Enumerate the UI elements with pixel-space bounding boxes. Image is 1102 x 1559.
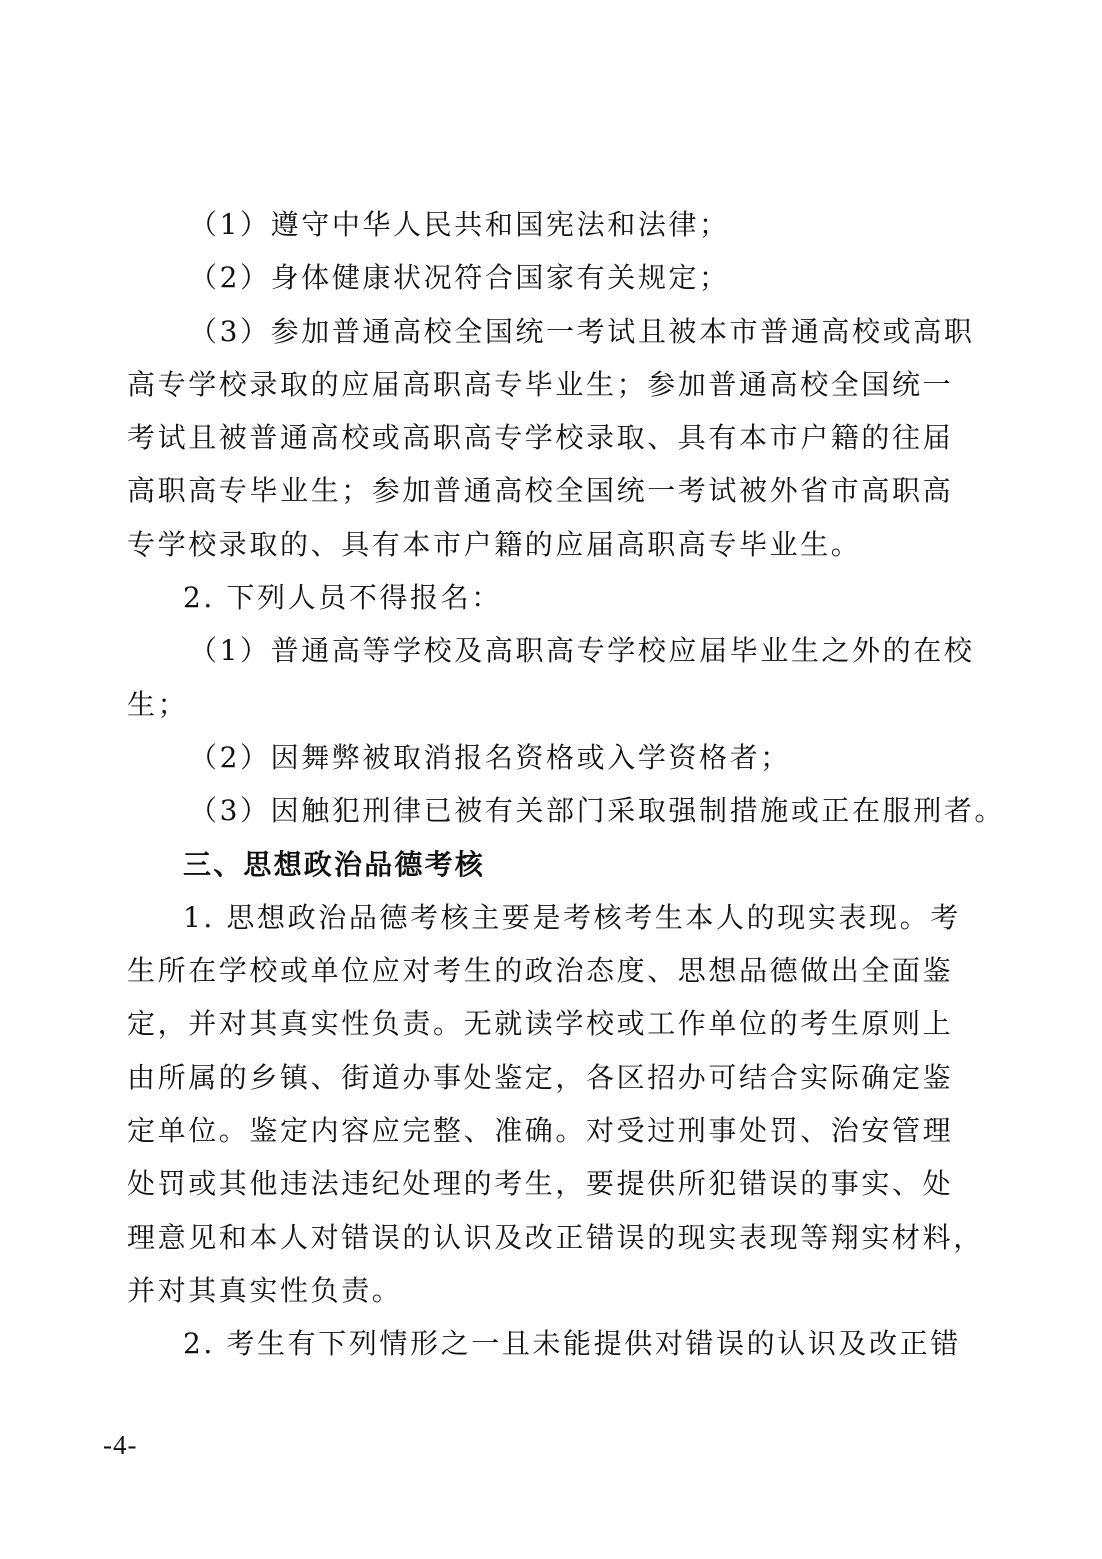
page-number: -4- [103, 1430, 138, 1460]
paragraph-line: 定，并对其真实性负责。无就读学校或工作单位的考生原则上 [127, 1007, 954, 1041]
paragraph-line: 考试且被普通高校或高职高专学校录取、具有本市户籍的往届 [127, 421, 954, 455]
paragraph-line: 高专学校录取的应届高职高专毕业生；参加普通高校全国统一 [127, 367, 954, 401]
paragraph-line: 专学校录取的、具有本市户籍的应届高职高专毕业生。 [127, 527, 862, 561]
paragraph-line: 生； [127, 687, 189, 721]
list-item-requirement-3: （3）参加普通高校全国统一考试且被本市普通高校或高职 [189, 314, 975, 348]
paragraph-line: 处罚或其他违法违纪处理的考生，要提供所犯错误的事实、处 [127, 1167, 954, 1201]
list-item-requirement-2: （2）身体健康状况符合国家有关规定； [189, 261, 730, 295]
paragraph-line: 并对其真实性负责。 [127, 1273, 403, 1307]
section-item-2-ineligible: 2. 下列人员不得报名： [183, 581, 502, 615]
paragraph-line: 生所在学校或单位应对考生的政治态度、思想品德做出全面鉴 [127, 954, 954, 988]
paragraph-line: 2. 考生有下列情形之一且未能提供对错误的认识及改正错 [183, 1327, 961, 1361]
section-heading-3: 三、思想政治品德考核 [183, 847, 486, 881]
paragraph-line: 理意见和本人对错误的认识及改正错误的现实表现等翔实材料， [127, 1220, 984, 1254]
document-body [127, 198, 1006, 1371]
list-item-requirement-1: （1）遵守中华人民共和国宪法和法律； [189, 208, 730, 241]
paragraph-line: 1. 思想政治品德考核主要是考核考生本人的现实表现。考 [183, 900, 961, 934]
list-item-ineligible-3: （3）因触犯刑律已被有关部门采取强制措施或正在服刑者。 [189, 794, 1006, 828]
paragraph-line: 定单位。鉴定内容应完整、准确。对受过刑事处罚、治安管理 [127, 1114, 954, 1148]
list-item-ineligible-1: （1）普通高等学校及高职高专学校应届毕业生之外的在校 [189, 634, 975, 668]
list-item-ineligible-2: （2）因舞弊被取消报名资格或入学资格者； [189, 740, 791, 774]
paragraph-line: 高职高专毕业生；参加普通高校全国统一考试被外省市高职高 [127, 474, 954, 508]
paragraph-line: 由所属的乡镇、街道办事处鉴定，各区招办可结合实际确定鉴 [127, 1060, 954, 1094]
